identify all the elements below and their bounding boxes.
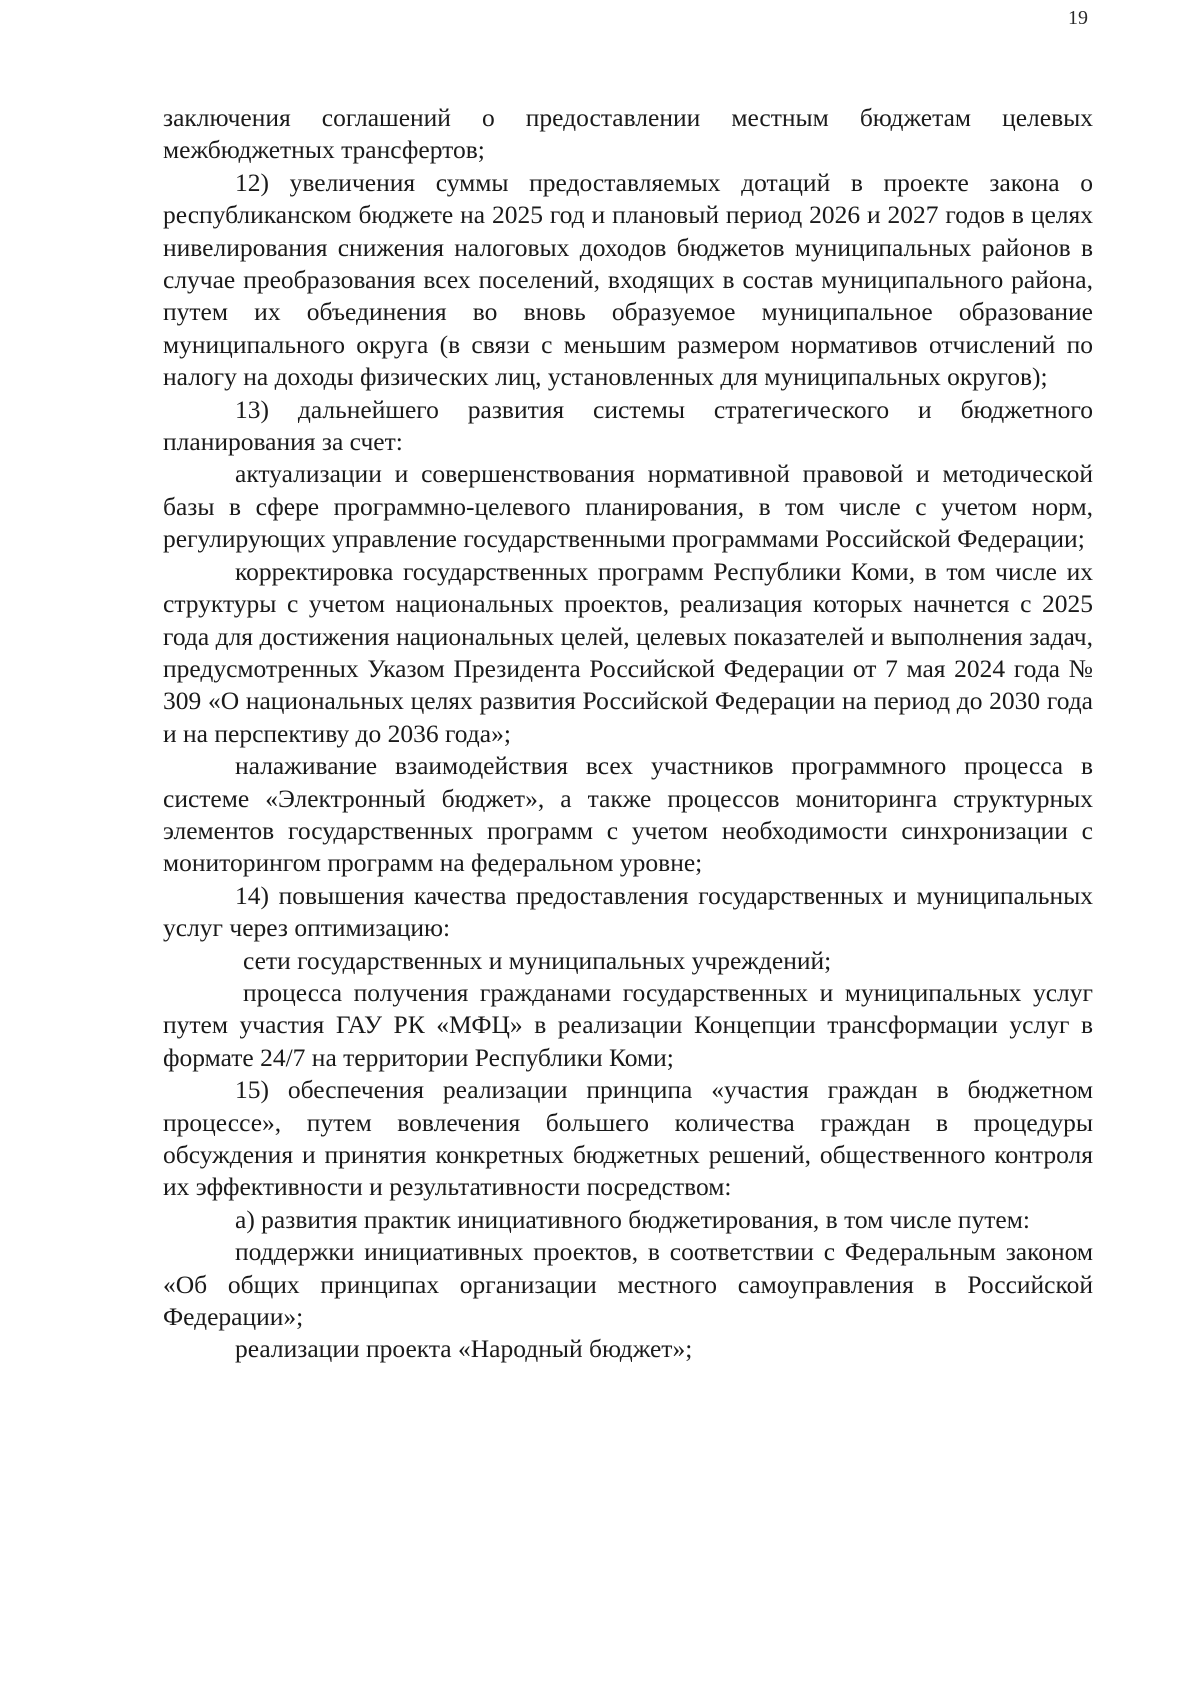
page-number: 19	[1068, 7, 1088, 29]
paragraph-4: актуализации и совершенствования нормативной правовой и методической базы в сфере программно-целевого планирования, в том числе с учетом норм, регулирующих управление государственными программами Российской Федерации;	[163, 459, 1093, 554]
paragraph-10: 15) обеспечения реализации принципа «участия граждан в бюджетном процессе», путем вовлечения большего количества граждан в процедуры обсуждения и принятия конкретных бюджетных решений, общественного контроля их эффективности и результативности посредством:	[163, 1075, 1093, 1202]
paragraph-6: налаживание взаимодействия всех участников программного процесса в системе «Электронный бюджет», а также процессов мониторинга структурных элементов государственных программ с учетом необходимости синхронизации с мониторингом программ на федеральном уровне;	[163, 751, 1093, 878]
document-body	[163, 102, 1093, 1366]
paragraph-1: заключения соглашений о предоставлении местным бюджетам целевых межбюджетных трансфертов;	[163, 103, 1093, 165]
paragraph-3: 13) дальнейшего развития системы стратегического и бюджетного планирования за счет:	[163, 394, 1093, 457]
paragraph-9: процесса получения гражданами государственных и муниципальных услуг путем участия ГАУ РК «МФЦ» в реализации Концепции трансформации услуг в формате 24/7 на территории Республики Коми;	[163, 977, 1093, 1072]
paragraph-11: а) развития практик инициативного бюджетирования, в том числе путем:	[235, 1204, 1030, 1234]
paragraph-7: 14) повышения качества предоставления государственных и муниципальных услуг через оптимизацию:	[163, 880, 1093, 943]
paragraph-2: 12) увеличения суммы предоставляемых дотаций в проекте закона о республиканском бюджете на 2025 год и плановый период 2026 и 2027 годов в целях нивелирования снижения налоговых доходов бюджетов муниципальных районов в случае преобразования всех поселений, входящих в состав муниципального района, путем их объединения во вновь образуемое муниципальное образование муниципального округа (в связи с меньшим размером нормативов отчислений по налогу на доходы физических лиц, установленных для муниципальных округов);	[163, 167, 1093, 392]
paragraph-13: реализации проекта «Народный бюджет»;	[235, 1334, 693, 1364]
paragraph-8: сети государственных и муниципальных учреждений;	[243, 945, 832, 975]
paragraph-5: корректировка государственных программ Республики Коми, в том числе их структуры с учетом национальных проектов, реализация которых начнется с 2025 года для достижения национальных целей, целевых показателей и выполнения задач, предусмотренных Указом Президента Российской Федерации от 7 мая 2024 года № 309 «О национальных целях развития Российской Федерации на период до 2030 года и на перспективу до 2036 года»;	[163, 556, 1093, 748]
paragraph-12: поддержки инициативных проектов, в соответствии с Федеральным законом «Об общих принципах организации местного самоуправления в Российской Федерации»;	[163, 1237, 1093, 1332]
